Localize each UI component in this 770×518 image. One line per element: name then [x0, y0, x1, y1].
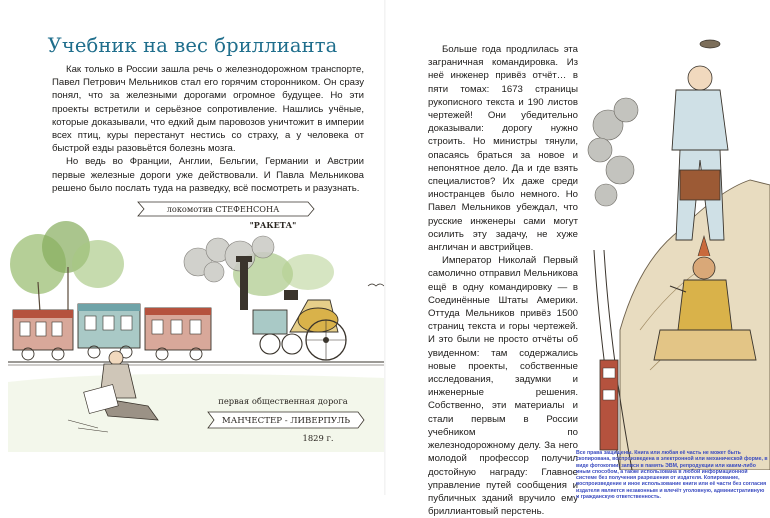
smoke-cloud-icon: [588, 98, 638, 206]
paragraph: Больше года продлилась эта заграничная командировка. Из неё инженер привёз отчёт… в пяти томах: 1673 страницы рукописного текста и 190 листов чертежей! Они убедительно доказывали: дорогу нужно строить. Но министры тянули, опасаясь браться за новое и непонятное дело. Да и где взять специалистов? Их даже среди иностранцев было немного. Но Павел Мельников убеждал, что русские инженеры сами могут осилить эту задачу, не хуже англичан и австрийцев.: [428, 44, 578, 254]
paragraph: Но ведь во Франции, Англии, Бельгии, Германии и Австрии первые железные дороги уже действовали. И Павла Мельникова решено было послать туда на разведку, всё посмотреть и разузнать.: [52, 156, 364, 194]
left-page: [0, 0, 385, 495]
caption-first-public-road: первая общественная дорога: [218, 396, 348, 406]
caption-engine-name: "РАКЕТА": [249, 220, 297, 230]
bird-icon: [368, 284, 384, 286]
caption-route: МАНЧЕСТЕР - ЛИВЕРПУЛЬ: [221, 416, 351, 426]
caption-year: 1829 г.: [302, 433, 334, 443]
banner-ribbon: [138, 202, 314, 230]
paragraph: Как только в России зашла речь о железнодорожном транспорте, Павел Петрович Мельников стал его горячим сторонником. Он сразу понял, что за железными дорогами огромное будущее. Но эти проекты встретили и серьёзное сопротивление. Нашлись учёные, которые доказывали, что едкий дым паровозов уничтожит в империи всех птиц, куры перестанут нестись со страху, а у человека от быстрой езды разовьётся болезнь мозга.: [52, 64, 364, 155]
mountain-railway-illustration: [580, 30, 770, 470]
left-body-text: [52, 63, 364, 195]
copyright-notice: Все права защищены. Книга или любая её часть не может быть скопирована, воспроизведена в электронной или механической форме, в виде фотокопии, записи в память ЭВМ, репродукции или каким-либо иным способом, а также использована в любой информационной системе без получения разрешения от издателя. Копирование, воспроизведение и иное использование книги или её части без согласия издателя является незаконным и влечёт уголовную, административную и гражданскую ответственность.: [576, 450, 768, 501]
paragraph: Император Николай Первый самолично отправил Мельникова ещё в одну командировку — в Соединённые Штаты Америки. Оттуда Мельников привёз 1500 страниц текста и горы чертежей. И это были не просто отчёты об увиденном: там содержались новые проекты, собственные исследования, задумки и инженерные решения. Собственно, эти материалы и стали первым в России учебником по железнодорожному делу. За него молодой профессор получил достойную награду: Главное управление путей сообщения и публичных зданий вручило ему бриллиантовый перстень.: [428, 255, 578, 518]
rocket-locomotive-illustration: [8, 192, 384, 452]
hat-icon: [700, 40, 720, 48]
right-page: [385, 0, 770, 518]
train-carriages: [13, 304, 211, 360]
suitcase-icon: [680, 170, 720, 200]
right-body-text: [428, 43, 578, 518]
page-title: Учебник на вес бриллианта: [47, 34, 338, 57]
caption-locomotive: локомотив СТЕФЕНСОНА: [166, 204, 280, 214]
